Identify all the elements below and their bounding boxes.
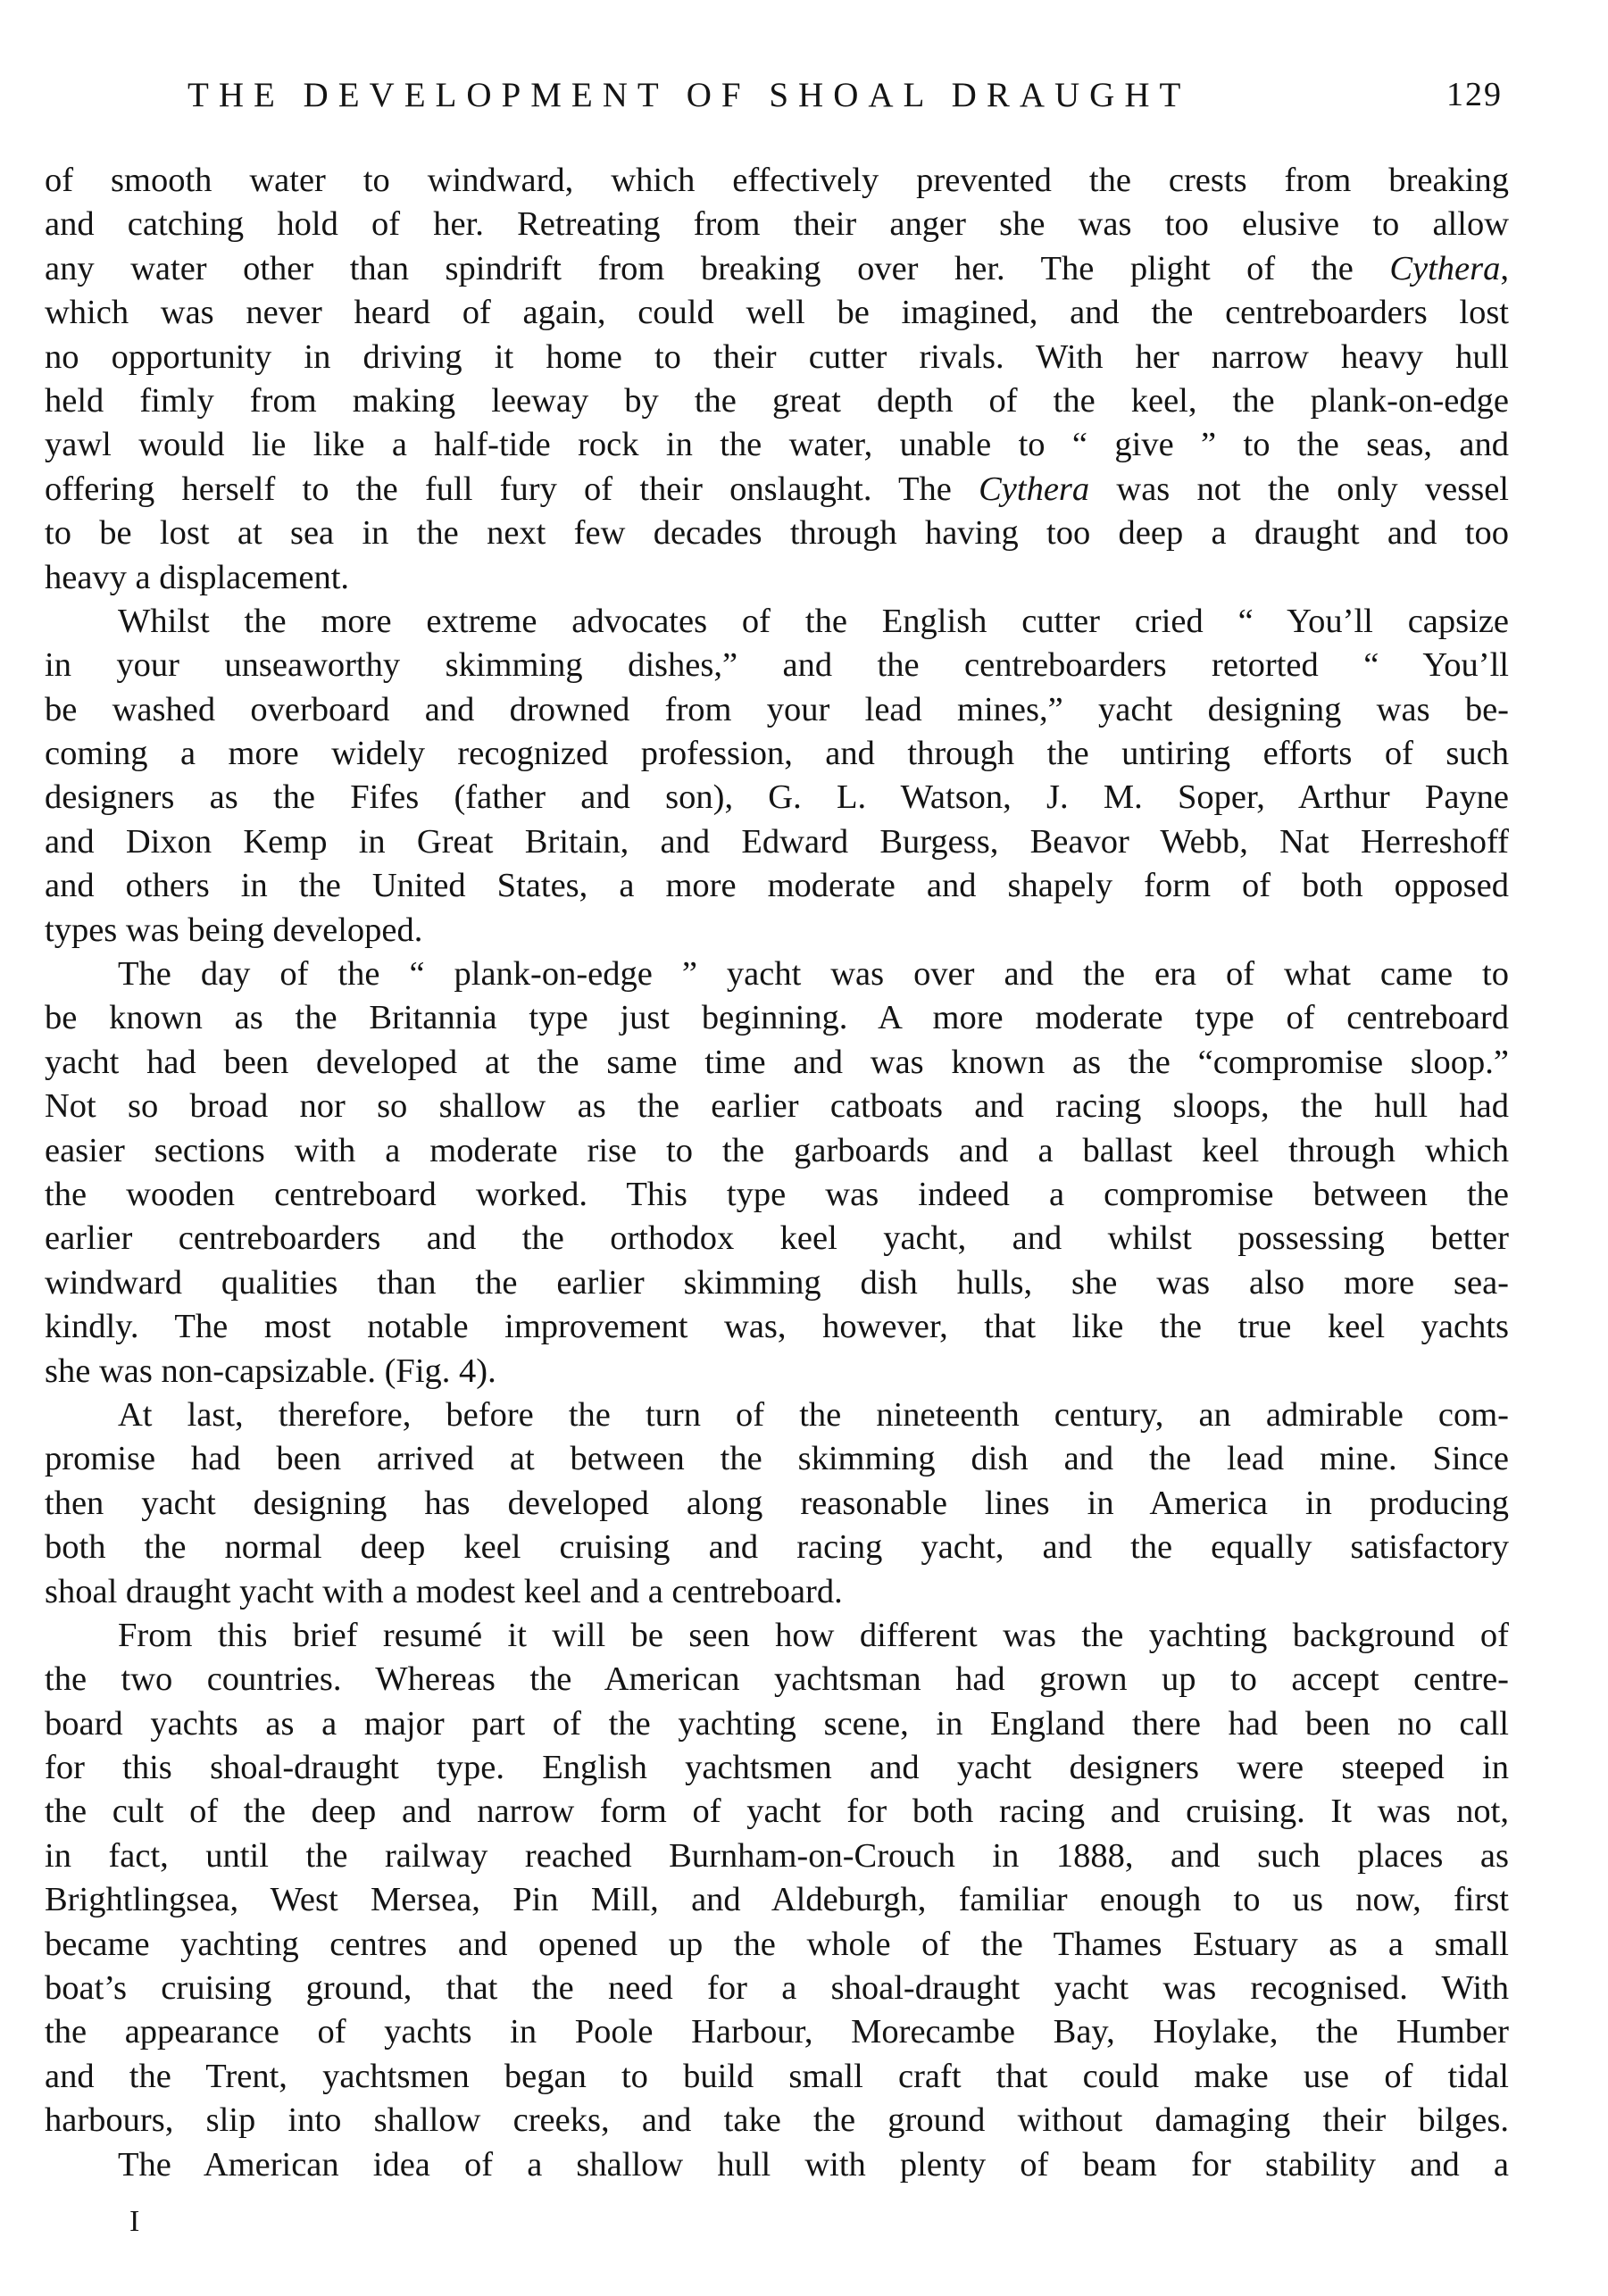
text-line: in fact, until the railway reached Burnham-on-Crouch in 1888, and such places as — [45, 1836, 1509, 1875]
text-line: of smooth water to windward, which effectively prevented the crests from breaking — [45, 162, 1509, 199]
text-line: Brightlingsea, West Mersea, Pin Mill, and Aldeburgh, familiar enough to us now, first — [45, 1881, 1509, 1919]
text-line: offering herself to the full fury of their onslaught. The Cythera was not the only vessel — [45, 470, 1509, 508]
text-line: the appearance of yachts in Poole Harbour, Morecambe Bay, Hoylake, the Humber — [45, 2013, 1509, 2051]
text-line: easier sections with a moderate rise to the garboards and a ballast keel through which — [45, 1131, 1509, 1169]
text-line: she was non-capsizable. (Fig. 4). — [45, 1352, 496, 1390]
text-line: harbours, slip into shallow creeks, and take the ground without damaging their bilges. — [45, 2101, 1509, 2140]
vessel-name: Cythera — [979, 470, 1090, 508]
text-line: be washed overboard and drowned from your lead mines,” yacht designing was be- — [45, 690, 1509, 728]
text-line: The day of the “ plank-on-edge ” yacht was over and the era of what came to — [118, 955, 1509, 994]
text-line: held fimly from making leeway by the great depth of the keel, the plank-on-edge — [45, 381, 1509, 420]
text-line: and others in the United States, a more moderate and shapely form of both opposed — [45, 867, 1509, 905]
text-line: which was never heard of again, could well be imagined, and the centreboarders lost — [45, 294, 1509, 332]
text-line: for this shoal-draught type. English yachtsmen and yacht designers were steeped in — [45, 1749, 1509, 1787]
page-number: 129 — [1446, 76, 1503, 113]
text-line: boat’s cruising ground, that the need for a shoal-draught yacht was recognised. With — [45, 1969, 1509, 2008]
running-head-title: THE DEVELOPMENT OF SHOAL DRAUGHT — [187, 76, 1191, 114]
text-line: and catching hold of her. Retreating from their anger she was too elusive to allow — [45, 205, 1509, 244]
text-line: the cult of the deep and narrow form of yacht for both racing and cruising. It was not, — [45, 1793, 1509, 1831]
text-line: heavy a displacement. — [45, 558, 350, 596]
text-line: then yacht designing has developed along reasonable lines in America in producing — [45, 1484, 1509, 1522]
text-line: be known as the Britannia type just beginning. A more moderate type of centreboard — [45, 999, 1509, 1037]
text-line: designers as the Fifes (father and son), G. L. Watson, J. M. Soper, Arthur Payne — [45, 778, 1509, 817]
text-line: and Dixon Kemp in Great Britain, and Edward Burgess, Beavor Webb, Nat Herreshoff — [45, 822, 1509, 861]
text-line: became yachting centres and opened up the whole of the Thames Estuary as a small — [45, 1925, 1509, 1963]
body-text — [45, 159, 1509, 2187]
text-line: earlier centreboarders and the orthodox keel yacht, and whilst possessing better — [45, 1219, 1509, 1258]
text-line: types was being developed. — [45, 911, 423, 949]
text-line: any water other than spindrift from breaking over her. The plight of the Cythera, — [45, 249, 1509, 287]
text-line: the two countries. Whereas the American yachtsman had grown up to accept centre- — [45, 1660, 1509, 1699]
vessel-name: Cythera — [1389, 249, 1501, 287]
text-line: At last, therefore, before the turn of the nineteenth century, an admirable com- — [118, 1395, 1509, 1434]
text-line: Whilst the more extreme advocates of the English cutter cried “ You’ll capsize — [118, 602, 1509, 640]
text-line: From this brief resumé it will be seen how different was the yachting background of — [118, 1616, 1509, 1654]
text-line: coming a more widely recognized profession, and through the untiring efforts of such — [45, 735, 1509, 773]
text-line: yacht had been developed at the same time and was known as the “compromise sloop.” — [45, 1043, 1509, 1081]
text-line: yawl would lie like a half-tide rock in the water, unable to “ give ” to the seas, and — [45, 426, 1509, 464]
text-line: no opportunity in driving it home to their cutter rivals. With her narrow heavy hull — [45, 337, 1509, 376]
text-line: to be lost at sea in the next few decades through having too deep a draught and too — [45, 514, 1509, 553]
text-line: and the Trent, yachtsmen began to build small craft that could make use of tidal — [45, 2057, 1509, 2095]
text-line: shoal draught yacht with a modest keel and a centreboard. — [45, 1572, 843, 1610]
signature-mark: I — [129, 2205, 140, 2238]
text-line: promise had been arrived at between the skimming dish and the lead mine. Since — [45, 1440, 1509, 1478]
text-line: The American idea of a shallow hull with plenty of beam for stability and a — [118, 2145, 1509, 2184]
text-line: both the normal deep keel cruising and racing yacht, and the equally satisfactory — [45, 1528, 1509, 1567]
text-line: kindly. The most notable improvement was, however, that like the true keel yachts — [45, 1308, 1509, 1346]
text-line: the wooden centreboard worked. This type was indeed a compromise between the — [45, 1175, 1509, 1213]
text-line: Not so broad nor so shallow as the earlier catboats and racing sloops, the hull had — [45, 1087, 1509, 1126]
text-line: board yachts as a major part of the yachting scene, in England there had been no call — [45, 1704, 1509, 1743]
text-line: windward qualities than the earlier skimming dish hulls, she was also more sea- — [45, 1263, 1509, 1302]
text-line: in your unseaworthy skimming dishes,” and the centreboarders retorted “ You’ll — [45, 646, 1509, 685]
